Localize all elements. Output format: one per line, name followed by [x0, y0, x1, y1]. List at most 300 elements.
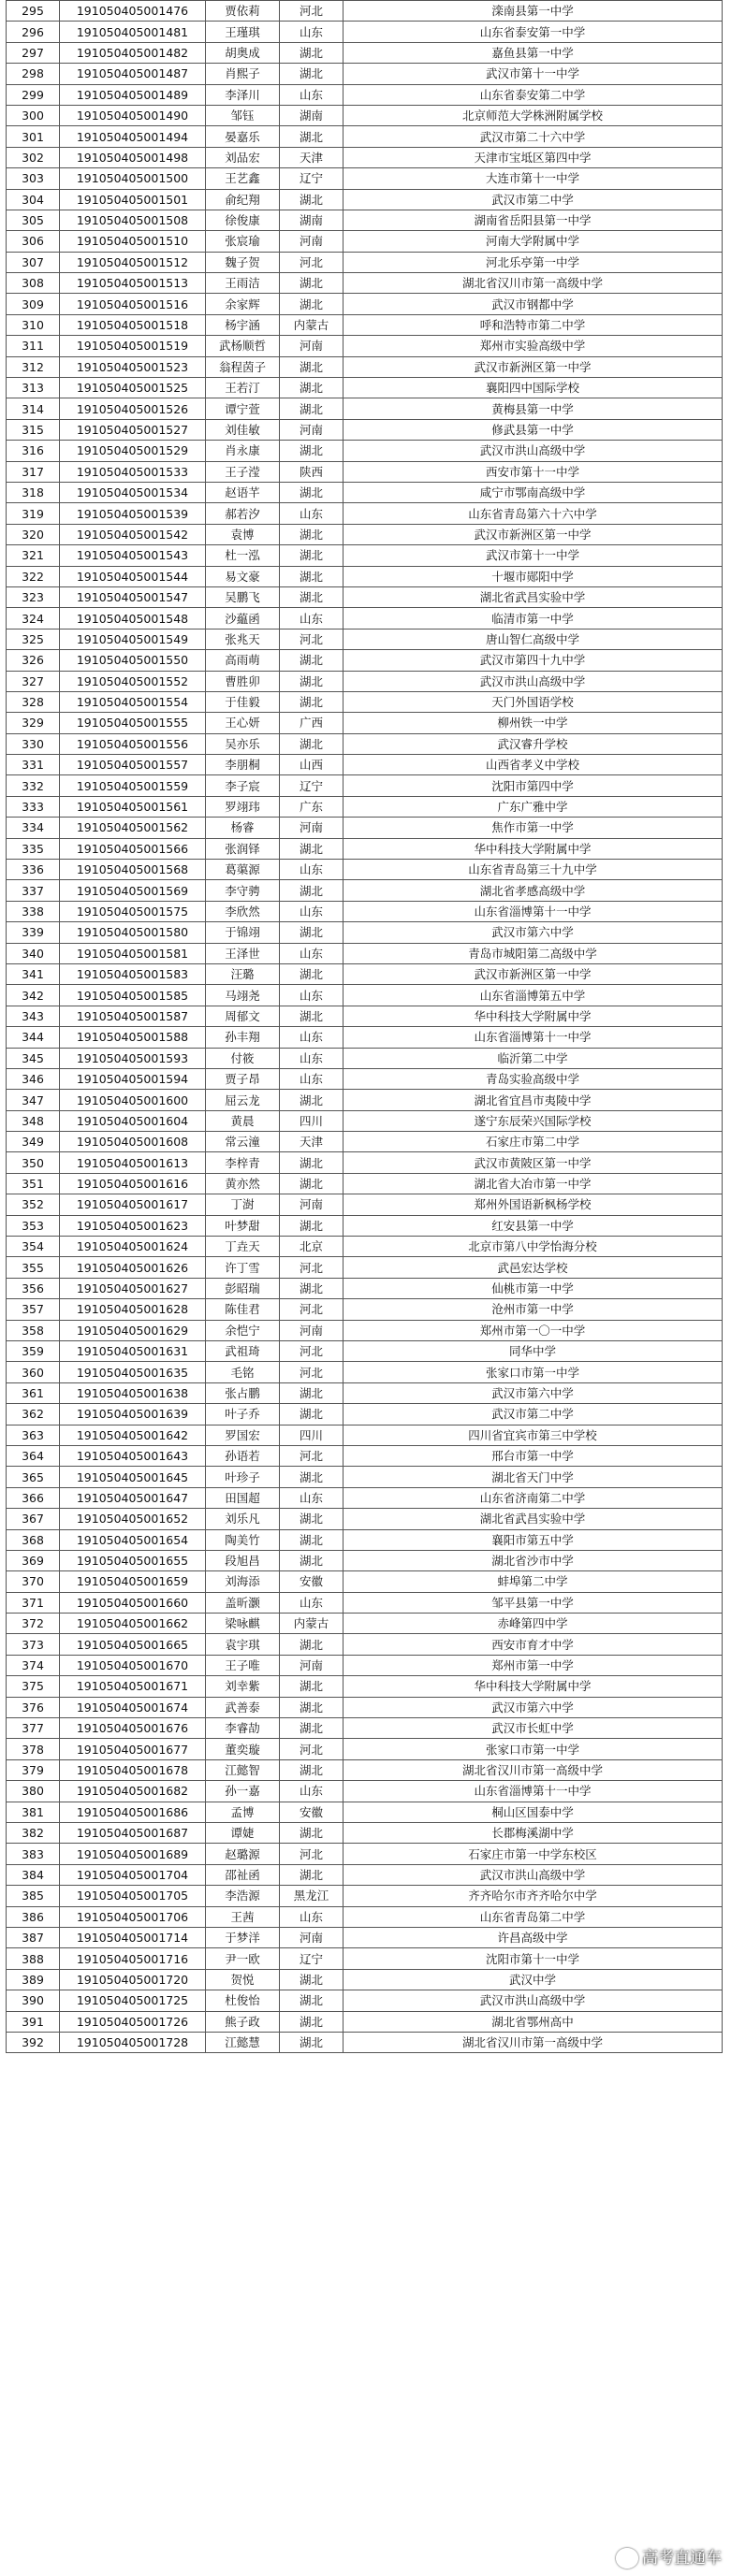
table-row [7, 1509, 723, 1529]
province-cell: 河南 [280, 1927, 344, 1947]
school-name-cell: 武汉市第二中学 [344, 189, 723, 210]
candidate-id-cell: 191050405001647 [60, 1487, 206, 1508]
student-name-cell: 袁博 [206, 524, 280, 544]
candidate-id-cell: 191050405001600 [60, 1090, 206, 1110]
table-row [7, 1592, 723, 1613]
student-name-cell: 武杨顺哲 [206, 336, 280, 356]
table-row [7, 1132, 723, 1152]
province-cell: 湖北 [280, 691, 344, 712]
row-index-cell: 365 [7, 1467, 60, 1487]
candidate-id-cell: 191050405001627 [60, 1278, 206, 1298]
table-row [7, 1299, 723, 1320]
candidate-id-cell: 191050405001519 [60, 336, 206, 356]
student-name-cell: 魏子贺 [206, 252, 280, 272]
school-name-cell: 武汉睿升学校 [344, 733, 723, 754]
school-name-cell: 山西省孝义中学校 [344, 755, 723, 775]
row-index-cell: 296 [7, 22, 60, 42]
school-name-cell: 华中科技大学附属中学 [344, 1676, 723, 1697]
row-index-cell: 339 [7, 922, 60, 943]
row-index-cell: 330 [7, 733, 60, 754]
student-name-cell: 刘佳敏 [206, 419, 280, 440]
table-row [7, 1425, 723, 1445]
table-row [7, 691, 723, 712]
table-row [7, 545, 723, 566]
province-cell: 湖北 [280, 356, 344, 377]
candidate-id-cell: 191050405001543 [60, 545, 206, 566]
table-row [7, 1718, 723, 1739]
row-index-cell: 299 [7, 84, 60, 105]
school-name-cell: 蚌埠第二中学 [344, 1571, 723, 1592]
candidate-id-cell: 191050405001566 [60, 838, 206, 859]
school-name-cell: 山东省淄博第五中学 [344, 985, 723, 1006]
student-name-cell: 陈佳君 [206, 1299, 280, 1320]
school-name-cell: 湖北省沙市中学 [344, 1550, 723, 1570]
school-name-cell: 武汉市第十一中学 [344, 545, 723, 566]
table-row [7, 1614, 723, 1634]
student-name-cell: 陶美竹 [206, 1529, 280, 1550]
province-cell: 湖北 [280, 42, 344, 63]
table-row [7, 524, 723, 544]
table-row [7, 586, 723, 607]
row-index-cell: 386 [7, 1906, 60, 1927]
province-cell: 湖北 [280, 922, 344, 943]
province-cell: 北京 [280, 1237, 344, 1257]
row-index-cell: 331 [7, 755, 60, 775]
student-name-cell: 于佳毅 [206, 691, 280, 712]
table-row [7, 755, 723, 775]
table-row [7, 796, 723, 817]
row-index-cell: 373 [7, 1634, 60, 1655]
school-name-cell: 湖北省武昌实验中学 [344, 1509, 723, 1529]
table-row [7, 1404, 723, 1425]
student-name-cell: 谭宁萱 [206, 398, 280, 419]
table-row [7, 2032, 723, 2052]
candidate-id-cell: 191050405001559 [60, 775, 206, 796]
student-name-cell: 毛铭 [206, 1362, 280, 1382]
province-cell: 湖北 [280, 1759, 344, 1780]
candidate-id-cell: 191050405001518 [60, 314, 206, 335]
table-row [7, 901, 723, 921]
row-index-cell: 353 [7, 1215, 60, 1236]
row-index-cell: 333 [7, 796, 60, 817]
candidate-id-cell: 191050405001617 [60, 1194, 206, 1215]
candidate-id-cell: 191050405001677 [60, 1739, 206, 1759]
school-name-cell: 黄梅县第一中学 [344, 398, 723, 419]
student-name-cell: 田国超 [206, 1487, 280, 1508]
school-name-cell: 武汉市长虹中学 [344, 1718, 723, 1739]
table-row [7, 1927, 723, 1947]
school-name-cell: 襄阳市第五中学 [344, 1529, 723, 1550]
province-cell: 湖北 [280, 963, 344, 984]
candidate-id-cell: 191050405001534 [60, 482, 206, 502]
student-name-cell: 王艺鑫 [206, 168, 280, 189]
student-name-cell: 刘幸紫 [206, 1676, 280, 1697]
candidate-id-cell: 191050405001525 [60, 378, 206, 398]
school-name-cell: 武汉市新洲区第一中学 [344, 356, 723, 377]
row-index-cell: 332 [7, 775, 60, 796]
student-name-cell: 王泽世 [206, 943, 280, 963]
province-cell: 山东 [280, 608, 344, 629]
row-index-cell: 342 [7, 985, 60, 1006]
student-name-cell: 王子唯 [206, 1655, 280, 1675]
candidate-id-cell: 191050405001562 [60, 818, 206, 838]
student-name-cell: 吴亦乐 [206, 733, 280, 754]
table-row [7, 818, 723, 838]
school-name-cell: 沈阳市第四中学 [344, 775, 723, 796]
row-index-cell: 308 [7, 273, 60, 294]
student-name-cell: 贾依莉 [206, 1, 280, 22]
candidate-id-cell: 191050405001628 [60, 1299, 206, 1320]
student-name-cell: 刘品宏 [206, 147, 280, 167]
table-row [7, 1697, 723, 1717]
student-name-cell: 段旭昌 [206, 1550, 280, 1570]
table-row [7, 629, 723, 649]
student-name-cell: 李子宸 [206, 775, 280, 796]
candidate-id-cell: 191050405001481 [60, 22, 206, 42]
province-cell: 湖北 [280, 1864, 344, 1885]
row-index-cell: 336 [7, 860, 60, 880]
student-name-cell: 王子滢 [206, 461, 280, 482]
school-name-cell: 西安市育才中学 [344, 1634, 723, 1655]
table-row [7, 838, 723, 859]
province-cell: 内蒙古 [280, 1614, 344, 1634]
student-name-cell: 李欣然 [206, 901, 280, 921]
table-row [7, 733, 723, 754]
table-row [7, 126, 723, 147]
table-row [7, 1864, 723, 1885]
table-row [7, 105, 723, 125]
table-row [7, 1006, 723, 1026]
school-name-cell: 邢台市第一中学 [344, 1445, 723, 1466]
province-cell: 湖南 [280, 105, 344, 125]
school-name-cell: 沈阳市第十一中学 [344, 1948, 723, 1969]
watermark-logo-icon [616, 2548, 638, 2569]
province-cell: 安徽 [280, 1802, 344, 1822]
table-row [7, 1382, 723, 1403]
row-index-cell: 380 [7, 1781, 60, 1802]
row-index-cell: 375 [7, 1676, 60, 1697]
table-row [7, 147, 723, 167]
candidate-id-cell: 191050405001643 [60, 1445, 206, 1466]
province-cell: 湖北 [280, 294, 344, 314]
province-cell: 湖北 [280, 441, 344, 461]
school-name-cell: 滦南县第一中学 [344, 1, 723, 22]
candidate-id-cell: 191050405001547 [60, 586, 206, 607]
table-row [7, 2011, 723, 2032]
province-cell: 湖北 [280, 1990, 344, 2011]
province-cell: 湖北 [280, 545, 344, 566]
province-cell: 湖北 [280, 1006, 344, 1026]
student-name-cell: 黄亦然 [206, 1173, 280, 1194]
province-cell: 湖北 [280, 1404, 344, 1425]
candidate-id-cell: 191050405001720 [60, 1969, 206, 1990]
candidate-id-cell: 191050405001725 [60, 1990, 206, 2011]
candidate-id-cell: 191050405001549 [60, 629, 206, 649]
province-cell: 广西 [280, 713, 344, 733]
table-row [7, 1, 723, 22]
candidate-id-cell: 191050405001716 [60, 1948, 206, 1969]
table-row [7, 231, 723, 252]
candidate-id-cell: 191050405001526 [60, 398, 206, 419]
candidate-id-cell: 191050405001550 [60, 650, 206, 671]
candidate-id-cell: 191050405001580 [60, 922, 206, 943]
province-cell: 山东 [280, 84, 344, 105]
student-name-cell: 郝若汐 [206, 503, 280, 524]
candidate-id-cell: 191050405001613 [60, 1152, 206, 1173]
table-row [7, 294, 723, 314]
table-row [7, 252, 723, 272]
student-name-cell: 杜一泓 [206, 545, 280, 566]
province-cell: 山东 [280, 860, 344, 880]
province-cell: 山东 [280, 901, 344, 921]
candidate-id-cell: 191050405001552 [60, 671, 206, 691]
candidate-id-cell: 191050405001501 [60, 189, 206, 210]
candidate-id-cell: 191050405001714 [60, 1927, 206, 1947]
school-name-cell: 襄阳四中国际学校 [344, 378, 723, 398]
row-index-cell: 347 [7, 1090, 60, 1110]
province-cell: 湖北 [280, 1822, 344, 1843]
row-index-cell: 383 [7, 1844, 60, 1864]
student-name-cell: 江懿慧 [206, 2032, 280, 2052]
school-name-cell: 武汉市第六中学 [344, 1382, 723, 1403]
student-name-cell: 叶梦甜 [206, 1215, 280, 1236]
school-name-cell: 临清市第一中学 [344, 608, 723, 629]
school-name-cell: 四川省宜宾市第三中学校 [344, 1425, 723, 1445]
student-name-cell: 贾子昂 [206, 1068, 280, 1089]
student-name-cell: 张兆天 [206, 629, 280, 649]
school-name-cell: 湖北省汉川市第一高级中学 [344, 1759, 723, 1780]
school-name-cell: 郑州市第一中学 [344, 1655, 723, 1675]
table-row [7, 566, 723, 586]
row-index-cell: 337 [7, 880, 60, 901]
school-name-cell: 山东省淄博第十一中学 [344, 901, 723, 921]
student-name-cell: 于锦翊 [206, 922, 280, 943]
school-name-cell: 青岛市城阳第二高级中学 [344, 943, 723, 963]
school-name-cell: 湖北省鄂州高中 [344, 2011, 723, 2032]
province-cell: 河北 [280, 1844, 344, 1864]
school-name-cell: 武汉市钢都中学 [344, 294, 723, 314]
school-name-cell: 武汉市黄陂区第一中学 [344, 1152, 723, 1173]
school-name-cell: 仙桃市第一中学 [344, 1278, 723, 1298]
candidate-id-cell: 191050405001548 [60, 608, 206, 629]
school-name-cell: 郑州市第一〇一中学 [344, 1320, 723, 1340]
school-name-cell: 赤峰第四中学 [344, 1614, 723, 1634]
school-name-cell: 齐齐哈尔市齐齐哈尔中学 [344, 1886, 723, 1906]
row-index-cell: 356 [7, 1278, 60, 1298]
student-name-cell: 邵祉函 [206, 1864, 280, 1885]
table-row [7, 1676, 723, 1697]
candidate-id-cell: 191050405001588 [60, 1027, 206, 1048]
student-name-cell: 李浩源 [206, 1886, 280, 1906]
row-index-cell: 319 [7, 503, 60, 524]
candidate-id-cell: 191050405001516 [60, 294, 206, 314]
student-name-cell: 曹胜卯 [206, 671, 280, 691]
candidate-id-cell: 191050405001557 [60, 755, 206, 775]
candidate-id-cell: 191050405001706 [60, 1906, 206, 1927]
student-name-cell: 贺悦 [206, 1969, 280, 1990]
watermark [616, 2544, 722, 2569]
school-name-cell: 湖北省孝感高级中学 [344, 880, 723, 901]
school-name-cell: 广东广雅中学 [344, 796, 723, 817]
student-name-cell: 罗国宏 [206, 1425, 280, 1445]
row-index-cell: 320 [7, 524, 60, 544]
candidate-id-cell: 191050405001689 [60, 1844, 206, 1864]
row-index-cell: 311 [7, 336, 60, 356]
province-cell: 湖北 [280, 733, 344, 754]
row-index-cell: 349 [7, 1132, 60, 1152]
school-name-cell: 武汉市第六中学 [344, 922, 723, 943]
student-name-cell: 彭昭瑞 [206, 1278, 280, 1298]
table-row [7, 1090, 723, 1110]
row-index-cell: 390 [7, 1990, 60, 2011]
table-row [7, 378, 723, 398]
candidate-id-cell: 191050405001482 [60, 42, 206, 63]
candidate-id-cell: 191050405001678 [60, 1759, 206, 1780]
school-name-cell: 红安县第一中学 [344, 1215, 723, 1236]
student-name-cell: 孙一嘉 [206, 1781, 280, 1802]
school-name-cell: 山东省泰安第二中学 [344, 84, 723, 105]
table-row [7, 671, 723, 691]
province-cell: 山东 [280, 22, 344, 42]
candidate-id-cell: 191050405001544 [60, 566, 206, 586]
table-row [7, 482, 723, 502]
school-name-cell: 郑州市实验高级中学 [344, 336, 723, 356]
candidate-id-cell: 191050405001635 [60, 1362, 206, 1382]
school-name-cell: 沧州市第一中学 [344, 1299, 723, 1320]
candidate-id-cell: 191050405001676 [60, 1718, 206, 1739]
province-cell: 山东 [280, 1048, 344, 1068]
table-row [7, 314, 723, 335]
province-cell: 湖北 [280, 1152, 344, 1173]
table-row [7, 189, 723, 210]
candidate-id-cell: 191050405001728 [60, 2032, 206, 2052]
candidate-id-cell: 191050405001594 [60, 1068, 206, 1089]
row-index-cell: 370 [7, 1571, 60, 1592]
student-name-cell: 黄晨 [206, 1110, 280, 1131]
student-name-cell: 叶子乔 [206, 1404, 280, 1425]
row-index-cell: 359 [7, 1341, 60, 1362]
table-row [7, 210, 723, 230]
student-name-cell: 晏嘉乐 [206, 126, 280, 147]
table-row [7, 1320, 723, 1340]
candidate-id-cell: 191050405001581 [60, 943, 206, 963]
row-index-cell: 329 [7, 713, 60, 733]
table-row [7, 461, 723, 482]
candidate-id-cell: 191050405001512 [60, 252, 206, 272]
school-name-cell: 十堰市郧阳中学 [344, 566, 723, 586]
row-index-cell: 389 [7, 1969, 60, 1990]
row-index-cell: 354 [7, 1237, 60, 1257]
candidate-id-cell: 191050405001682 [60, 1781, 206, 1802]
student-name-cell: 葛蕖源 [206, 860, 280, 880]
table-row [7, 1215, 723, 1236]
candidate-id-cell: 191050405001498 [60, 147, 206, 167]
student-name-cell: 邹钰 [206, 105, 280, 125]
province-cell: 河北 [280, 1341, 344, 1362]
candidate-id-cell: 191050405001687 [60, 1822, 206, 1843]
row-index-cell: 312 [7, 356, 60, 377]
row-index-cell: 379 [7, 1759, 60, 1780]
student-name-cell: 赵语芊 [206, 482, 280, 502]
row-index-cell: 309 [7, 294, 60, 314]
table-row [7, 1467, 723, 1487]
row-index-cell: 357 [7, 1299, 60, 1320]
candidate-id-cell: 191050405001623 [60, 1215, 206, 1236]
school-name-cell: 湖北省武昌实验中学 [344, 586, 723, 607]
student-name-cell: 叶珍子 [206, 1467, 280, 1487]
school-name-cell: 遂宁东辰荣兴国际学校 [344, 1110, 723, 1131]
row-index-cell: 350 [7, 1152, 60, 1173]
row-index-cell: 360 [7, 1362, 60, 1382]
school-name-cell: 同华中学 [344, 1341, 723, 1362]
row-index-cell: 348 [7, 1110, 60, 1131]
province-cell: 湖北 [280, 273, 344, 294]
student-name-cell: 尹一欧 [206, 1948, 280, 1969]
province-cell: 湖北 [280, 398, 344, 419]
student-name-cell: 江懿智 [206, 1759, 280, 1780]
province-cell: 湖北 [280, 482, 344, 502]
province-cell: 湖北 [280, 880, 344, 901]
row-index-cell: 369 [7, 1550, 60, 1570]
row-index-cell: 352 [7, 1194, 60, 1215]
row-index-cell: 343 [7, 1006, 60, 1026]
table-row [7, 1152, 723, 1173]
province-cell: 山东 [280, 1027, 344, 1048]
row-index-cell: 323 [7, 586, 60, 607]
province-cell: 安徽 [280, 1571, 344, 1592]
student-name-cell: 胡奥成 [206, 42, 280, 63]
table-row [7, 650, 723, 671]
school-name-cell: 湖北省汉川市第一高级中学 [344, 273, 723, 294]
row-index-cell: 327 [7, 671, 60, 691]
row-index-cell: 318 [7, 482, 60, 502]
candidate-id-cell: 191050405001608 [60, 1132, 206, 1152]
row-index-cell: 303 [7, 168, 60, 189]
candidate-id-cell: 191050405001674 [60, 1697, 206, 1717]
province-cell: 山东 [280, 1906, 344, 1927]
student-name-cell: 武祖琦 [206, 1341, 280, 1362]
student-name-cell: 吴鹏飞 [206, 586, 280, 607]
school-name-cell: 西安市第十一中学 [344, 461, 723, 482]
table-row [7, 1969, 723, 1990]
province-cell: 河北 [280, 1, 344, 22]
province-cell: 湖北 [280, 1278, 344, 1298]
province-cell: 湖北 [280, 1718, 344, 1739]
province-cell: 山东 [280, 1487, 344, 1508]
province-cell: 山东 [280, 1781, 344, 1802]
student-name-cell: 余家辉 [206, 294, 280, 314]
candidate-id-cell: 191050405001645 [60, 1467, 206, 1487]
table-row [7, 1487, 723, 1508]
candidate-id-cell: 191050405001569 [60, 880, 206, 901]
school-name-cell: 山东省青岛第六十六中学 [344, 503, 723, 524]
table-row [7, 1759, 723, 1780]
province-cell: 河北 [280, 1299, 344, 1320]
table-row [7, 1844, 723, 1864]
student-name-cell: 许丁雪 [206, 1257, 280, 1278]
province-cell: 湖北 [280, 1173, 344, 1194]
province-cell: 山东 [280, 943, 344, 963]
row-index-cell: 302 [7, 147, 60, 167]
row-index-cell: 307 [7, 252, 60, 272]
row-index-cell: 392 [7, 2032, 60, 2052]
school-name-cell: 武汉市洪山高级中学 [344, 1864, 723, 1885]
school-name-cell: 石家庄市第一中学东校区 [344, 1844, 723, 1864]
table-row [7, 713, 723, 733]
school-name-cell: 武汉市新洲区第一中学 [344, 524, 723, 544]
candidate-id-cell: 191050405001583 [60, 963, 206, 984]
candidate-id-cell: 191050405001494 [60, 126, 206, 147]
